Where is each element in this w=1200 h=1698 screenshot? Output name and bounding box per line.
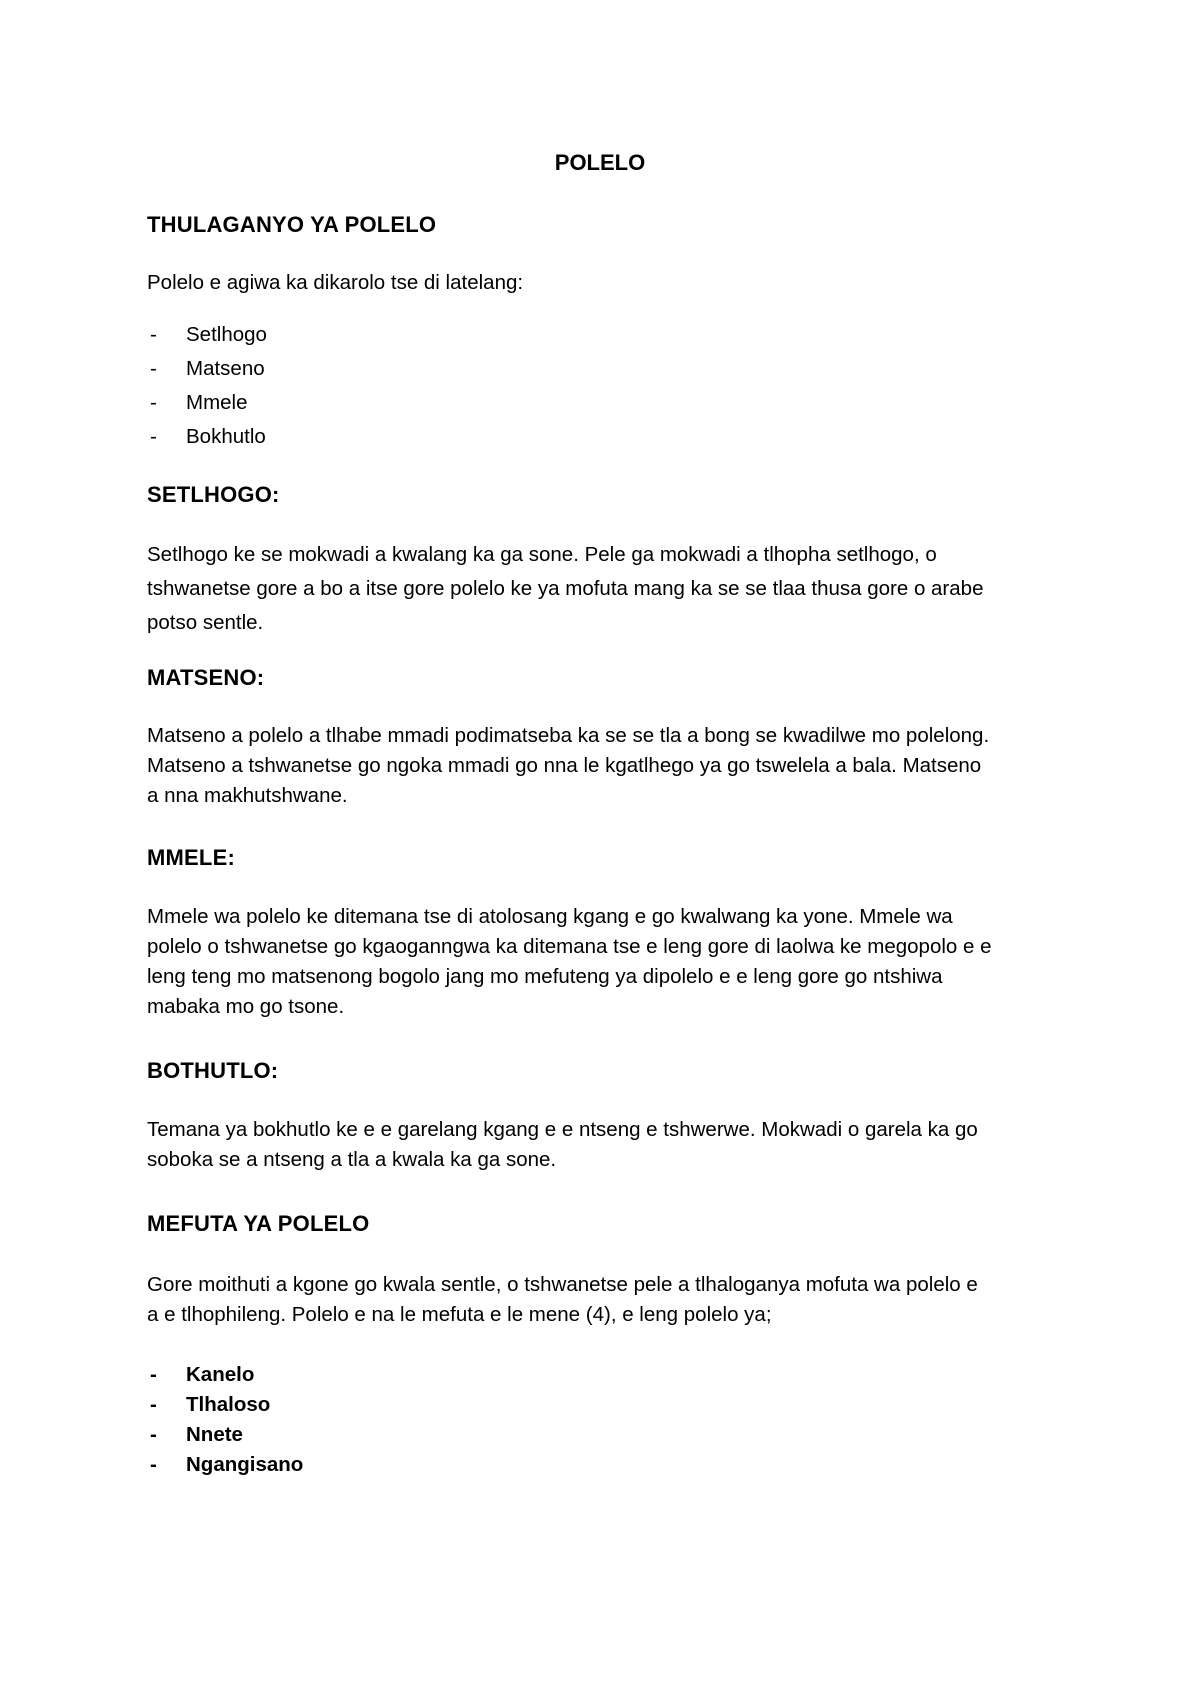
matseno-paragraph: Matseno a polelo a tlhabe mmadi podimatseba ka se se tla a bong se kwadilwe mo polelong. Matseno a tshwanetse go ngoka mmadi go nna le kgatlhego ya go tswelela a bala. Matseno a nna makhutshwane. (147, 724, 990, 807)
section-heading-setlhogo: SETLHOGO: (147, 482, 280, 507)
list-item: - Kanelo (150, 1363, 255, 1386)
section-heading-mefuta: MEFUTA YA POLELO (147, 1211, 370, 1236)
list-item: - Bokhutlo (150, 425, 266, 448)
list-item: - Matseno (150, 357, 265, 380)
section-intro: Polelo e agiwa ka dikarolo tse di latelang: (147, 271, 524, 294)
section-heading-matseno: MATSENO: (147, 665, 265, 690)
mmele-paragraph: Mmele wa polelo ke ditemana tse di atolosang kgang e go kwalwang ka yone. Mmele wa polelo o tshwanetse go kgaoganngwa ka ditemana tse e leng gore di laolwa ke megopolo e e leng teng mo matsenong bogolo jang mo mefuteng ya dipolelo e e leng gore go ntshiwa mabaka mo go tsone. (147, 905, 992, 1018)
list-item: - Tlhaloso (150, 1393, 271, 1416)
bothutlo-paragraph: Temana ya bokhutlo ke e e garelang kgang e e ntseng e tshwerwe. Mokwadi o garela ka go soboka se a ntseng a tla a kwala ka ga sone. (147, 1118, 978, 1171)
types-list (147, 1360, 1077, 1480)
list-item: - Ngangisano (150, 1453, 304, 1476)
list-item: - Nnete (150, 1423, 243, 1446)
list-item: - Mmele (150, 391, 248, 414)
list-item: - Setlhogo (150, 323, 267, 346)
section-heading-bothutlo: BOTHUTLO: (147, 1058, 279, 1083)
document-title: POLELO (554, 150, 646, 175)
section-heading-mmele: MMELE: (147, 845, 235, 870)
parts-list (147, 318, 1077, 454)
section-heading-thulaganyo: THULAGANYO YA POLELO (147, 212, 437, 237)
setlhogo-paragraph: Setlhogo ke se mokwadi a kwalang ka ga sone. Pele ga mokwadi a tlhopha setlhogo, o tshwanetse gore a bo a itse gore polelo ke ya mofuta mang ka se se tlaa thusa gore o arabe potso sentle. (147, 543, 984, 634)
mefuta-paragraph: Gore moithuti a kgone go kwala sentle, o tshwanetse pele a tlhaloganya mofuta wa polelo e a e tlhophileng. Polelo e na le mefuta e le mene (4), e leng polelo ya; (147, 1273, 978, 1326)
